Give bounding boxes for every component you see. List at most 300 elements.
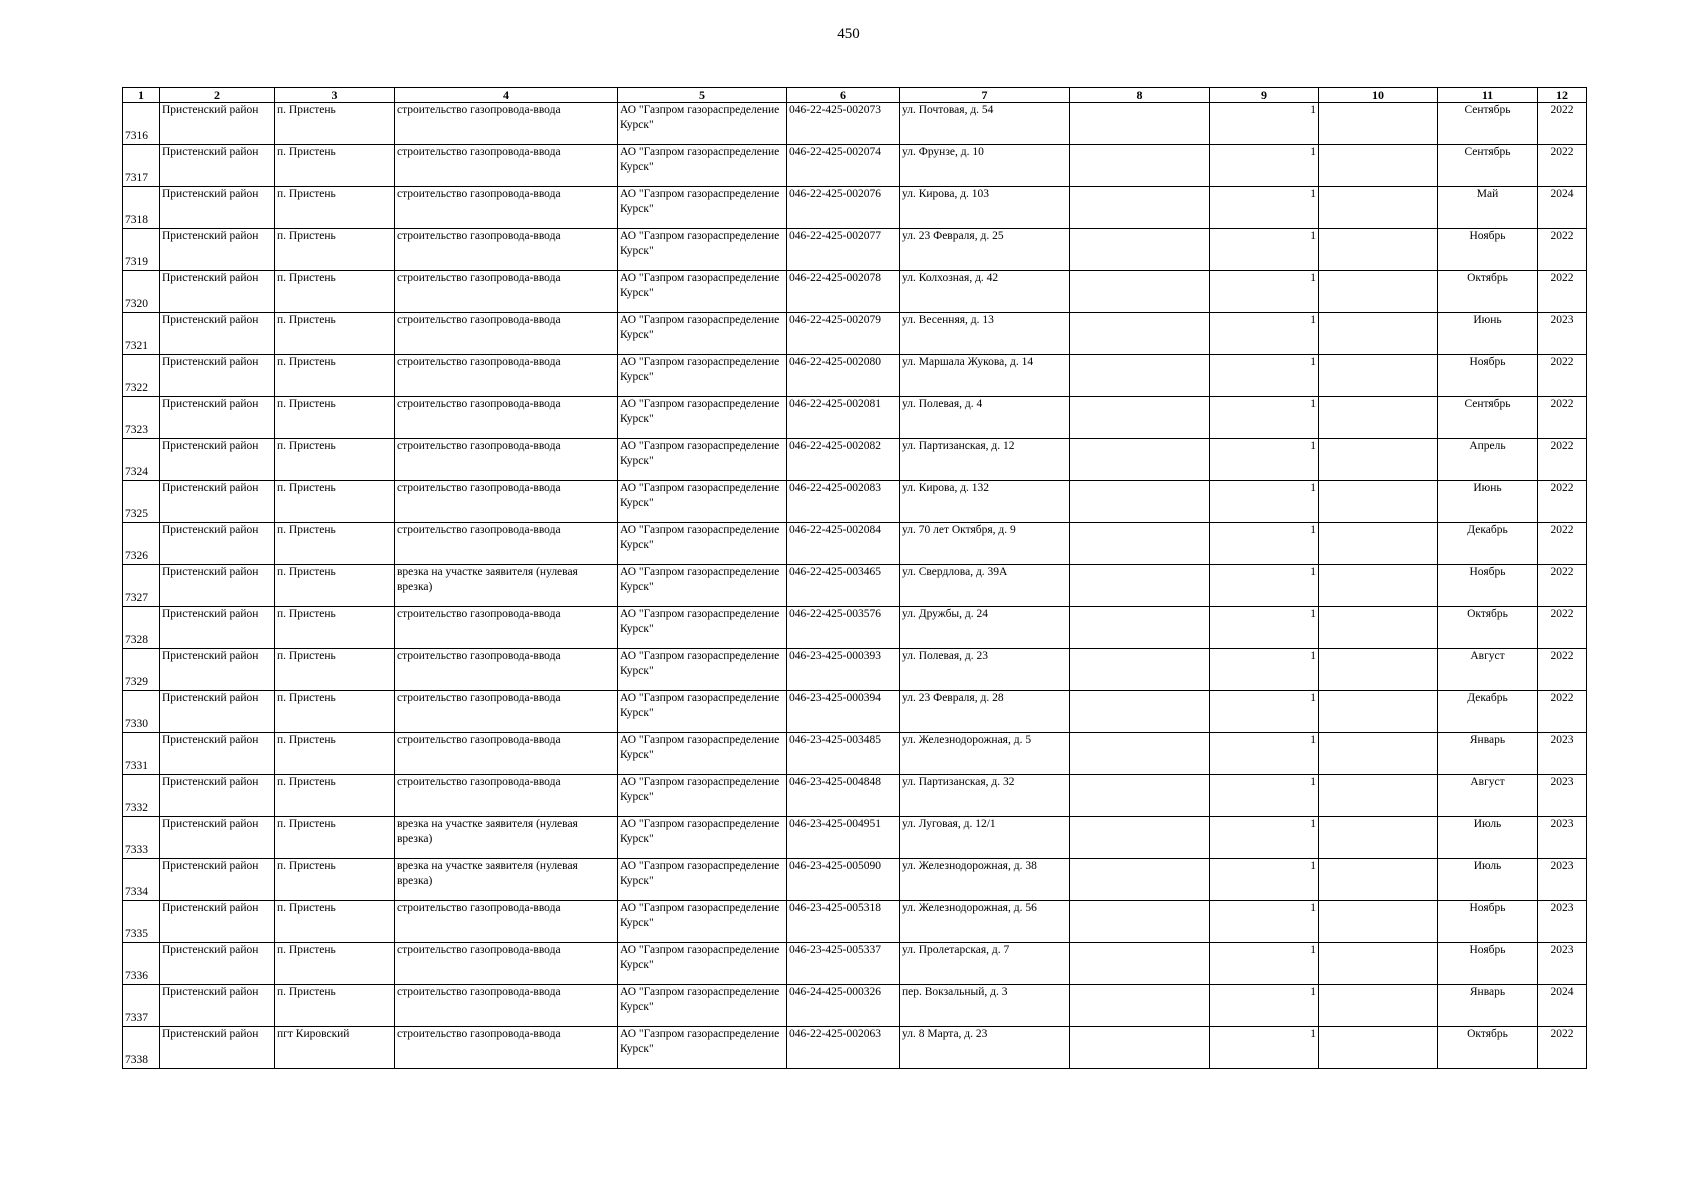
column-header: 5 [618,88,787,103]
cell-organization: АО "Газпром газораспределение Курск" [618,943,787,985]
cell-work-type: строительство газопровода-ввода [395,943,618,985]
cell-code: 046-23-425-000394 [787,691,900,733]
column-header: 4 [395,88,618,103]
cell-work-type: строительство газопровода-ввода [395,523,618,565]
cell-year: 2022 [1538,355,1587,397]
cell-work-type: строительство газопровода-ввода [395,901,618,943]
cell-col10 [1319,229,1438,271]
cell-col10 [1319,271,1438,313]
cell-year: 2022 [1538,271,1587,313]
cell-month: Сентябрь [1438,103,1538,145]
cell-organization: АО "Газпром газораспределение Курск" [618,1027,787,1069]
table-row [123,271,1587,313]
row-number: 7337 [123,985,160,1027]
cell-year: 2022 [1538,565,1587,607]
cell-locality: п. Пристень [275,985,395,1027]
cell-month: Январь [1438,733,1538,775]
cell-district: Пристенский район [160,229,275,271]
cell-quantity: 1 [1210,145,1319,187]
cell-district: Пристенский район [160,649,275,691]
cell-address: ул. Железнодорожная, д. 38 [900,859,1070,901]
cell-col10 [1319,817,1438,859]
cell-quantity: 1 [1210,733,1319,775]
cell-code: 046-22-425-002074 [787,145,900,187]
cell-quantity: 1 [1210,523,1319,565]
cell-district: Пристенский район [160,691,275,733]
cell-address: ул. Свердлова, д. 39А [900,565,1070,607]
cell-year: 2022 [1538,481,1587,523]
cell-month: Ноябрь [1438,901,1538,943]
column-header: 12 [1538,88,1587,103]
cell-col8 [1070,985,1210,1027]
cell-code: 046-22-425-002084 [787,523,900,565]
cell-district: Пристенский район [160,733,275,775]
table-row [123,901,1587,943]
cell-quantity: 1 [1210,943,1319,985]
cell-quantity: 1 [1210,439,1319,481]
cell-quantity: 1 [1210,481,1319,523]
table-row [123,691,1587,733]
cell-organization: АО "Газпром газораспределение Курск" [618,355,787,397]
table-row [123,439,1587,481]
cell-col8 [1070,439,1210,481]
cell-quantity: 1 [1210,985,1319,1027]
cell-col8 [1070,397,1210,439]
cell-address: ул. Партизанская, д. 32 [900,775,1070,817]
row-number: 7328 [123,607,160,649]
cell-quantity: 1 [1210,607,1319,649]
cell-col10 [1319,985,1438,1027]
cell-locality: п. Пристень [275,313,395,355]
cell-work-type: строительство газопровода-ввода [395,103,618,145]
row-number: 7321 [123,313,160,355]
cell-col8 [1070,313,1210,355]
cell-col8 [1070,733,1210,775]
row-number: 7335 [123,901,160,943]
cell-quantity: 1 [1210,817,1319,859]
cell-work-type: строительство газопровода-ввода [395,691,618,733]
header-row [123,88,1587,103]
row-number: 7334 [123,859,160,901]
row-number: 7327 [123,565,160,607]
cell-code: 046-22-425-003465 [787,565,900,607]
cell-organization: АО "Газпром газораспределение Курск" [618,691,787,733]
cell-locality: п. Пристень [275,607,395,649]
cell-address: ул. 8 Марта, д. 23 [900,1027,1070,1069]
cell-col10 [1319,187,1438,229]
cell-district: Пристенский район [160,859,275,901]
cell-address: ул. Партизанская, д. 12 [900,439,1070,481]
cell-work-type: строительство газопровода-ввода [395,775,618,817]
cell-year: 2022 [1538,649,1587,691]
cell-district: Пристенский район [160,985,275,1027]
cell-year: 2022 [1538,523,1587,565]
cell-year: 2023 [1538,901,1587,943]
cell-col10 [1319,355,1438,397]
cell-district: Пристенский район [160,943,275,985]
cell-district: Пристенский район [160,271,275,313]
cell-district: Пристенский район [160,187,275,229]
cell-month: Ноябрь [1438,355,1538,397]
cell-organization: АО "Газпром газораспределение Курск" [618,313,787,355]
cell-work-type: строительство газопровода-ввода [395,985,618,1027]
page-number: 450 [837,26,860,42]
cell-col10 [1319,523,1438,565]
table-row [123,229,1587,271]
table-row [123,313,1587,355]
cell-code: 046-23-425-005090 [787,859,900,901]
cell-locality: п. Пристень [275,271,395,313]
cell-year: 2022 [1538,691,1587,733]
cell-organization: АО "Газпром газораспределение Курск" [618,775,787,817]
table-row [123,607,1587,649]
cell-district: Пристенский район [160,775,275,817]
cell-code: 046-23-425-004848 [787,775,900,817]
row-number: 7333 [123,817,160,859]
cell-month: Декабрь [1438,523,1538,565]
cell-district: Пристенский район [160,607,275,649]
table-row [123,1027,1587,1069]
cell-month: Октябрь [1438,1027,1538,1069]
cell-locality: п. Пристень [275,901,395,943]
cell-address: ул. Железнодорожная, д. 5 [900,733,1070,775]
cell-year: 2023 [1538,733,1587,775]
cell-col10 [1319,313,1438,355]
row-number: 7323 [123,397,160,439]
table-row [123,103,1587,145]
cell-month: Декабрь [1438,691,1538,733]
cell-col8 [1070,943,1210,985]
cell-col8 [1070,775,1210,817]
registry-table [122,87,1587,1069]
cell-col10 [1319,901,1438,943]
row-number: 7317 [123,145,160,187]
cell-col8 [1070,565,1210,607]
cell-col8 [1070,355,1210,397]
cell-locality: пгт Кировский [275,1027,395,1069]
row-number: 7332 [123,775,160,817]
cell-code: 046-22-425-002081 [787,397,900,439]
cell-district: Пристенский район [160,313,275,355]
cell-col8 [1070,481,1210,523]
column-header: 9 [1210,88,1319,103]
cell-col10 [1319,607,1438,649]
cell-organization: АО "Газпром газораспределение Курск" [618,271,787,313]
cell-address: ул. Колхозная, д. 42 [900,271,1070,313]
cell-col10 [1319,859,1438,901]
cell-work-type: строительство газопровода-ввода [395,607,618,649]
column-header: 3 [275,88,395,103]
table-row [123,817,1587,859]
table-row [123,523,1587,565]
cell-quantity: 1 [1210,187,1319,229]
cell-work-type: строительство газопровода-ввода [395,313,618,355]
table-row [123,187,1587,229]
cell-organization: АО "Газпром газораспределение Курск" [618,985,787,1027]
cell-quantity: 1 [1210,355,1319,397]
cell-district: Пристенский район [160,1027,275,1069]
cell-year: 2023 [1538,817,1587,859]
cell-locality: п. Пристень [275,103,395,145]
cell-quantity: 1 [1210,229,1319,271]
cell-col8 [1070,691,1210,733]
cell-code: 046-22-425-002082 [787,439,900,481]
cell-work-type: строительство газопровода-ввода [395,1027,618,1069]
row-number: 7319 [123,229,160,271]
cell-code: 046-23-425-003485 [787,733,900,775]
cell-quantity: 1 [1210,397,1319,439]
cell-locality: п. Пристень [275,145,395,187]
cell-locality: п. Пристень [275,439,395,481]
cell-col10 [1319,145,1438,187]
cell-district: Пристенский район [160,565,275,607]
column-header: 2 [160,88,275,103]
cell-col10 [1319,943,1438,985]
table-row [123,943,1587,985]
table-row [123,355,1587,397]
cell-locality: п. Пристень [275,397,395,439]
cell-district: Пристенский район [160,817,275,859]
column-header: 7 [900,88,1070,103]
table-row [123,775,1587,817]
cell-year: 2022 [1538,103,1587,145]
cell-month: Май [1438,187,1538,229]
cell-month: Апрель [1438,439,1538,481]
cell-quantity: 1 [1210,691,1319,733]
cell-district: Пристенский район [160,103,275,145]
cell-month: Ноябрь [1438,943,1538,985]
cell-code: 046-24-425-000326 [787,985,900,1027]
cell-code: 046-22-425-002080 [787,355,900,397]
cell-quantity: 1 [1210,271,1319,313]
cell-district: Пристенский район [160,481,275,523]
cell-col8 [1070,271,1210,313]
cell-quantity: 1 [1210,901,1319,943]
cell-year: 2023 [1538,775,1587,817]
cell-code: 046-22-425-002079 [787,313,900,355]
cell-address: ул. Почтовая, д. 54 [900,103,1070,145]
cell-locality: п. Пристень [275,187,395,229]
cell-address: ул. Луговая, д. 12/1 [900,817,1070,859]
cell-locality: п. Пристень [275,523,395,565]
cell-code: 046-22-425-002076 [787,187,900,229]
cell-month: Август [1438,775,1538,817]
cell-organization: АО "Газпром газораспределение Курск" [618,901,787,943]
cell-work-type: строительство газопровода-ввода [395,229,618,271]
cell-district: Пристенский район [160,397,275,439]
table-row [123,565,1587,607]
row-number: 7325 [123,481,160,523]
cell-organization: АО "Газпром газораспределение Курск" [618,523,787,565]
cell-code: 046-23-425-005337 [787,943,900,985]
cell-locality: п. Пристень [275,691,395,733]
row-number: 7329 [123,649,160,691]
cell-organization: АО "Газпром газораспределение Курск" [618,187,787,229]
cell-col8 [1070,187,1210,229]
cell-address: ул. Маршала Жукова, д. 14 [900,355,1070,397]
cell-organization: АО "Газпром газораспределение Курск" [618,607,787,649]
cell-col8 [1070,103,1210,145]
cell-district: Пристенский район [160,355,275,397]
cell-work-type: строительство газопровода-ввода [395,271,618,313]
cell-year: 2022 [1538,397,1587,439]
cell-work-type: строительство газопровода-ввода [395,733,618,775]
cell-month: Сентябрь [1438,397,1538,439]
cell-locality: п. Пристень [275,229,395,271]
cell-locality: п. Пристень [275,859,395,901]
cell-year: 2024 [1538,187,1587,229]
cell-code: 046-22-425-002073 [787,103,900,145]
column-header: 10 [1319,88,1438,103]
cell-col8 [1070,901,1210,943]
cell-address: ул. Железнодорожная, д. 56 [900,901,1070,943]
column-header: 6 [787,88,900,103]
cell-col8 [1070,1027,1210,1069]
cell-col8 [1070,817,1210,859]
cell-col10 [1319,733,1438,775]
row-number: 7336 [123,943,160,985]
cell-col10 [1319,397,1438,439]
cell-address: ул. Полевая, д. 4 [900,397,1070,439]
cell-year: 2023 [1538,859,1587,901]
cell-organization: АО "Газпром газораспределение Курск" [618,733,787,775]
cell-col10 [1319,691,1438,733]
cell-code: 046-23-425-000393 [787,649,900,691]
cell-code: 046-22-425-003576 [787,607,900,649]
cell-work-type: строительство газопровода-ввода [395,439,618,481]
cell-address: ул. Кирова, д. 132 [900,481,1070,523]
cell-year: 2024 [1538,985,1587,1027]
cell-quantity: 1 [1210,1027,1319,1069]
cell-work-type: врезка на участке заявителя (нулевая врезка) [395,859,618,901]
cell-locality: п. Пристень [275,943,395,985]
cell-locality: п. Пристень [275,565,395,607]
cell-locality: п. Пристень [275,355,395,397]
cell-address: ул. Полевая, д. 23 [900,649,1070,691]
cell-district: Пристенский район [160,145,275,187]
cell-code: 046-22-425-002083 [787,481,900,523]
cell-code: 046-23-425-005318 [787,901,900,943]
cell-organization: АО "Газпром газораспределение Курск" [618,481,787,523]
cell-organization: АО "Газпром газораспределение Курск" [618,145,787,187]
cell-month: Июнь [1438,481,1538,523]
row-number: 7320 [123,271,160,313]
cell-col8 [1070,649,1210,691]
cell-year: 2023 [1538,313,1587,355]
cell-work-type: строительство газопровода-ввода [395,397,618,439]
cell-col10 [1319,103,1438,145]
cell-locality: п. Пристень [275,775,395,817]
cell-district: Пристенский район [160,439,275,481]
cell-month: Июль [1438,859,1538,901]
cell-col10 [1319,439,1438,481]
row-number: 7324 [123,439,160,481]
cell-month: Январь [1438,985,1538,1027]
table-row [123,985,1587,1027]
cell-code: 046-22-425-002078 [787,271,900,313]
cell-locality: п. Пристень [275,817,395,859]
cell-year: 2022 [1538,607,1587,649]
cell-col8 [1070,229,1210,271]
table-row [123,859,1587,901]
cell-address: ул. 23 Февраля, д. 28 [900,691,1070,733]
cell-month: Октябрь [1438,271,1538,313]
cell-col10 [1319,481,1438,523]
cell-organization: АО "Газпром газораспределение Курск" [618,817,787,859]
cell-month: Июнь [1438,313,1538,355]
cell-address: ул. Дружбы, д. 24 [900,607,1070,649]
cell-address: ул. Пролетарская, д. 7 [900,943,1070,985]
cell-code: 046-22-425-002077 [787,229,900,271]
cell-month: Ноябрь [1438,229,1538,271]
column-header: 1 [123,88,160,103]
cell-col10 [1319,1027,1438,1069]
table-row [123,397,1587,439]
row-number: 7316 [123,103,160,145]
cell-quantity: 1 [1210,775,1319,817]
row-number: 7318 [123,187,160,229]
cell-year: 2023 [1538,943,1587,985]
cell-work-type: врезка на участке заявителя (нулевая врезка) [395,817,618,859]
table-row [123,733,1587,775]
row-number: 7338 [123,1027,160,1069]
cell-work-type: врезка на участке заявителя (нулевая врезка) [395,565,618,607]
cell-address: ул. Кирова, д. 103 [900,187,1070,229]
cell-col8 [1070,145,1210,187]
cell-col8 [1070,859,1210,901]
cell-address: ул. Фрунзе, д. 10 [900,145,1070,187]
cell-district: Пристенский район [160,523,275,565]
cell-work-type: строительство газопровода-ввода [395,355,618,397]
cell-organization: АО "Газпром газораспределение Курск" [618,397,787,439]
cell-code: 046-23-425-004951 [787,817,900,859]
cell-year: 2022 [1538,439,1587,481]
cell-organization: АО "Газпром газораспределение Курск" [618,649,787,691]
cell-organization: АО "Газпром газораспределение Курск" [618,439,787,481]
table-row [123,649,1587,691]
cell-address: ул. 70 лет Октября, д. 9 [900,523,1070,565]
cell-col8 [1070,523,1210,565]
cell-locality: п. Пристень [275,481,395,523]
cell-month: Июль [1438,817,1538,859]
cell-month: Ноябрь [1438,565,1538,607]
cell-address: ул. 23 Февраля, д. 25 [900,229,1070,271]
cell-year: 2022 [1538,229,1587,271]
cell-locality: п. Пристень [275,733,395,775]
cell-organization: АО "Газпром газораспределение Курск" [618,859,787,901]
cell-work-type: строительство газопровода-ввода [395,187,618,229]
row-number: 7331 [123,733,160,775]
cell-district: Пристенский район [160,901,275,943]
cell-code: 046-22-425-002063 [787,1027,900,1069]
table-row [123,481,1587,523]
cell-address: пер. Вокзальный, д. 3 [900,985,1070,1027]
cell-quantity: 1 [1210,649,1319,691]
cell-col10 [1319,775,1438,817]
table-row [123,145,1587,187]
cell-address: ул. Весенняя, д. 13 [900,313,1070,355]
cell-year: 2022 [1538,1027,1587,1069]
cell-organization: АО "Газпром газораспределение Курск" [618,565,787,607]
cell-quantity: 1 [1210,313,1319,355]
cell-quantity: 1 [1210,103,1319,145]
cell-month: Октябрь [1438,607,1538,649]
row-number: 7330 [123,691,160,733]
cell-month: Август [1438,649,1538,691]
row-number: 7322 [123,355,160,397]
cell-work-type: строительство газопровода-ввода [395,145,618,187]
cell-locality: п. Пристень [275,649,395,691]
